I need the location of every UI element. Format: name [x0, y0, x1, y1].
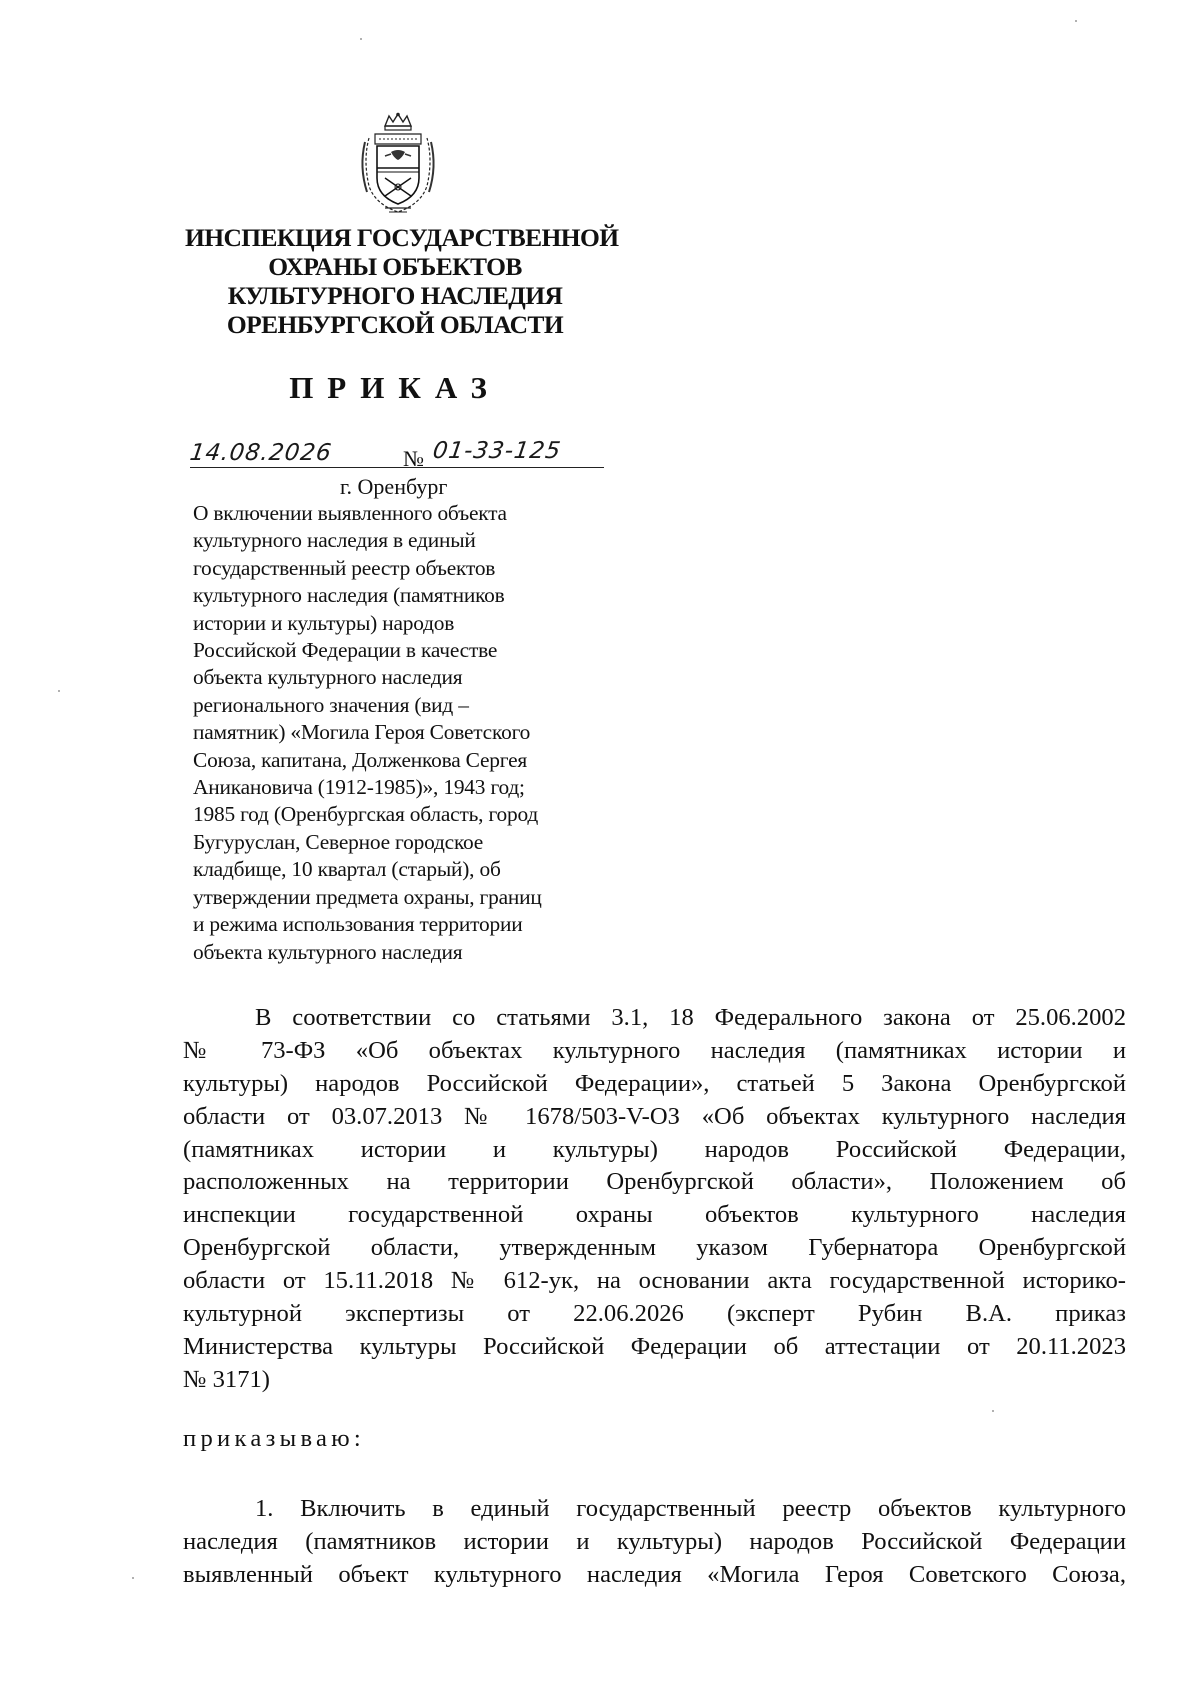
paragraph-line: инспекции государственной охраны объектов культурного наследия	[183, 1201, 1126, 1229]
subject-line: кладбище, 10 квартал (старый), об	[193, 857, 501, 882]
subject-line: культурного наследия в единый	[193, 528, 476, 553]
paragraph-line: В соответствии со статьями 3.1, 18 Федерального закона от 25.06.2002	[255, 1004, 1126, 1031]
subject-line: утверждении предмета охраны, границ	[193, 884, 542, 909]
paragraph-line: выявленный объект культурного наследия «Могила Героя Советского Союза,	[183, 1560, 1126, 1588]
paragraph-line: культурной экспертизы от 22.06.2026 (эксперт Рубин В.А. приказ	[183, 1300, 1126, 1328]
document-type-title: ПРИКАЗ	[289, 370, 501, 405]
subject-line: Союза, капитана, Долженкова Сергея	[193, 747, 528, 772]
paragraph-line: № 73-ФЗ «Об объектах культурного наследия (памятниках истории и	[183, 1036, 1126, 1064]
agency-line: КУЛЬТУРНОГО НАСЛЕДИЯ	[227, 281, 563, 310]
registration-line	[190, 440, 604, 472]
subject-line: объекта культурного наследия	[193, 665, 463, 690]
scan-speck	[58, 690, 60, 692]
orenburg-coat-of-arms-icon	[355, 112, 441, 216]
paragraph-line: Оренбургской области, утвержденным указом Губернатора Оренбургской	[183, 1234, 1126, 1262]
paragraph-line: расположенных на территории Оренбургской области», Положением об	[183, 1168, 1126, 1196]
subject-block	[193, 500, 613, 966]
scan-speck	[360, 38, 362, 40]
number-sign: №	[403, 446, 424, 471]
scan-speck	[1075, 20, 1077, 22]
subject-line: Бугуруслан, Северное городское	[193, 829, 484, 854]
subject-line: 1985 год (Оренбургская область, город	[193, 802, 539, 827]
agency-name	[185, 223, 619, 339]
paragraph-line: № 3171)	[183, 1365, 270, 1393]
subject-line: Аникановича (1912-1985)», 1943 год;	[193, 775, 525, 800]
agency-line: ИНСПЕКЦИЯ ГОСУДАРСТВЕННОЙ	[185, 223, 619, 252]
subject-line: регионального значения (вид –	[193, 692, 469, 717]
registration-underline	[190, 467, 604, 468]
subject-line: Российской Федерации в качестве	[193, 638, 498, 663]
handwritten-number: 01-33-125	[431, 438, 563, 464]
subject-line: О включении выявленного объекта	[193, 501, 507, 525]
subject-line: культурного наследия (памятников	[193, 583, 505, 608]
subject-line: государственный реестр объектов	[193, 555, 496, 580]
subject-line: и режима использования территории	[193, 912, 523, 937]
paragraph-line: культуры) народов Российской Федерации», статьей 5 Закона Оренбургской	[183, 1069, 1126, 1097]
subject-line: объекта культурного наследия	[193, 939, 463, 964]
scan-speck	[992, 1410, 994, 1412]
subject-line: памятник) «Могила Героя Советского	[193, 720, 531, 745]
paragraph-line: (памятниках истории и культуры) народов Российской Федерации,	[183, 1135, 1126, 1163]
paragraph-line: Министерства культуры Российской Федерации об аттестации от 20.11.2023	[183, 1332, 1126, 1360]
clause-1-paragraph	[183, 1493, 1126, 1592]
paragraph-line: области от 15.11.2018 № 612-ук, на основании акта государственной историко-	[183, 1267, 1126, 1295]
paragraph-line: 1. Включить в единый государственный реестр объектов культурного	[255, 1495, 1126, 1522]
handwritten-date: 14.08.2026	[188, 440, 334, 466]
paragraph-line: наследия (памятников истории и культуры) народов Российской Федерации	[183, 1527, 1126, 1555]
subject-line: истории и культуры) народов	[193, 610, 455, 635]
agency-line: ОХРАНЫ ОБЪЕКТОВ	[268, 252, 522, 281]
paragraph-line: области от 03.07.2013 № 1678/503-V-ОЗ «Об объектах культурного наследия	[183, 1102, 1126, 1130]
agency-line: ОРЕНБУРГСКОЙ ОБЛАСТИ	[226, 310, 564, 339]
order-word: приказываю:	[183, 1425, 366, 1452]
city-of-issue: г. Оренбург	[340, 474, 448, 499]
scan-speck	[132, 1577, 134, 1579]
legal-basis-paragraph	[183, 1002, 1126, 1397]
